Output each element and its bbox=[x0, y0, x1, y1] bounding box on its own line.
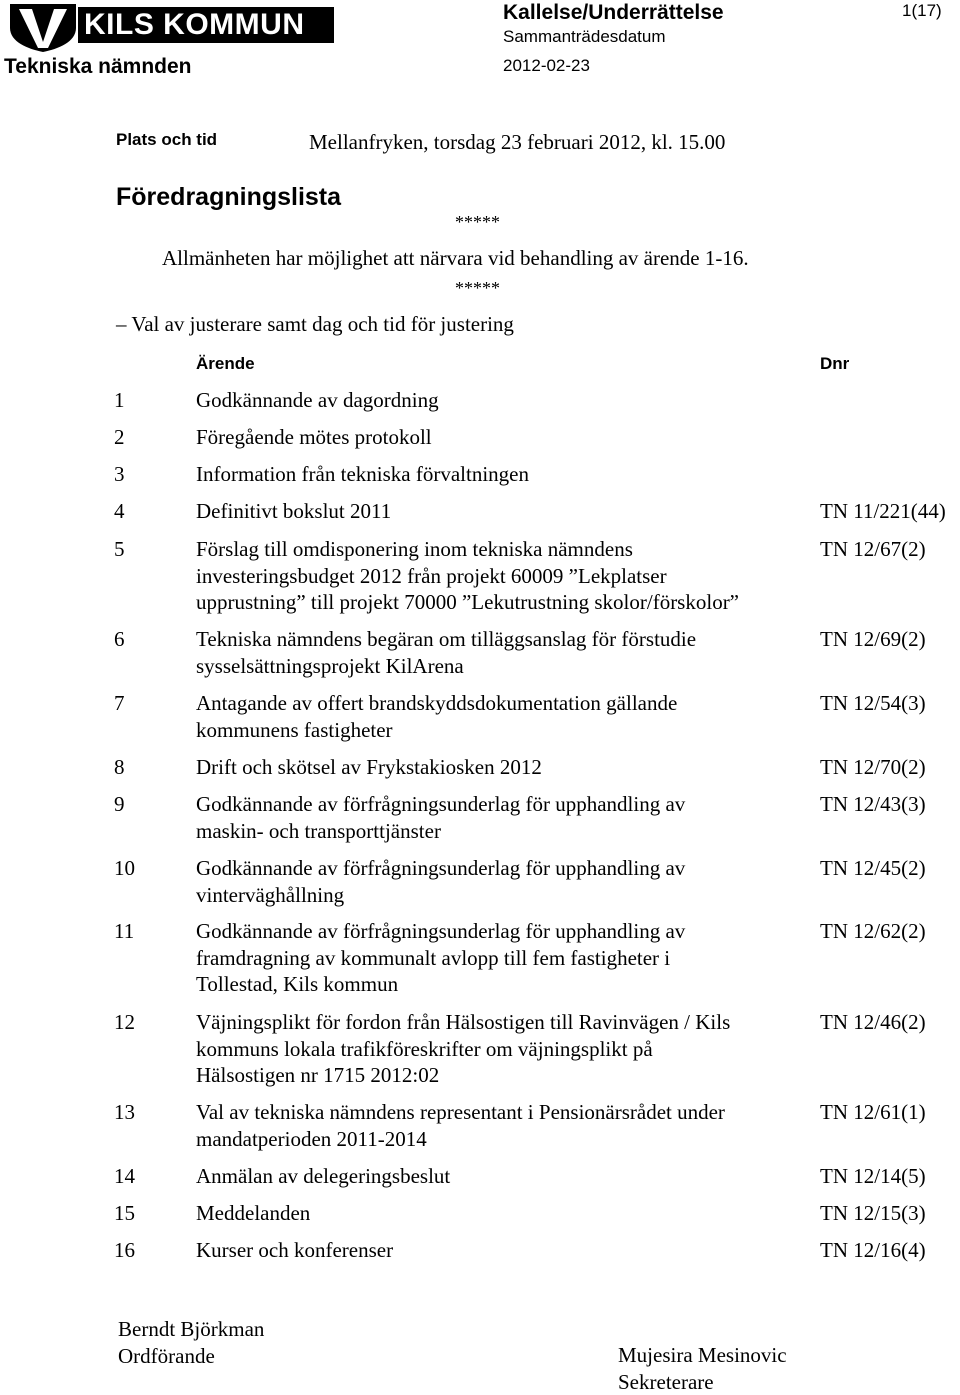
agenda-item-title-line: Hälsostigen nr 1715 2012:02 bbox=[196, 1063, 440, 1088]
agenda-item-title bbox=[196, 754, 796, 781]
agenda-item-title-line: Väjningsplikt för fordon från Hälsostigen till Ravinvägen / Kils bbox=[196, 1010, 731, 1034]
place-time-value: Mellanfryken, torsdag 23 februari 2012, kl. 15.00 bbox=[309, 130, 726, 154]
document-type: Kallelse/Underrättelse bbox=[503, 1, 724, 24]
agenda-item-dnr: TN 12/70(2) bbox=[820, 755, 926, 779]
agenda-item-title bbox=[196, 1200, 796, 1227]
agenda-item-title-line: upprustning” till projekt 70000 ”Lekutrustning skolor/förskolor” bbox=[196, 590, 740, 615]
column-header-arende: Ärende bbox=[196, 354, 255, 373]
agenda-item-dnr: TN 11/221(44) bbox=[820, 499, 946, 523]
agenda-item-title-line: Meddelanden bbox=[196, 1201, 311, 1225]
agenda-item-dnr: TN 12/62(2) bbox=[820, 919, 926, 943]
separator-stars: ***** bbox=[455, 212, 500, 232]
agenda-item-title bbox=[196, 387, 796, 414]
agenda-item-title bbox=[196, 1163, 796, 1190]
agenda-item-title bbox=[196, 498, 796, 525]
place-time-label: Plats och tid bbox=[116, 130, 218, 149]
agenda-item-title bbox=[196, 855, 796, 908]
department-name: Tekniska nämnden bbox=[4, 55, 192, 78]
agenda-item-number: 3 bbox=[114, 462, 125, 486]
agenda-item-number: 4 bbox=[114, 499, 125, 523]
agenda-item-number: 12 bbox=[114, 1010, 135, 1034]
agenda-item-number: 2 bbox=[114, 425, 125, 449]
meeting-date-label: Sammanträdesdatum bbox=[503, 27, 666, 46]
agenda-item-title bbox=[196, 536, 796, 616]
agenda-item-title bbox=[196, 1237, 796, 1264]
agenda-item-number: 10 bbox=[114, 856, 135, 880]
agenda-item-number: 15 bbox=[114, 1201, 135, 1225]
chair-name: Berndt Björkman bbox=[118, 1317, 265, 1341]
agenda-item-title-line: sysselsättningsprojekt KilArena bbox=[196, 653, 464, 678]
chair-signature bbox=[118, 1316, 264, 1369]
agenda-item-title bbox=[196, 918, 796, 998]
agenda-item-dnr: TN 12/54(3) bbox=[820, 691, 926, 715]
agenda-item-number: 5 bbox=[114, 537, 125, 561]
agenda-item-title bbox=[196, 461, 796, 488]
secretary-name: Mujesira Mesinovic bbox=[618, 1343, 787, 1367]
agenda-item-number: 11 bbox=[114, 919, 135, 943]
meeting-date: 2012-02-23 bbox=[503, 56, 590, 75]
agenda-item-title-line: framdragning av kommunalt avlopp till fem fastigheter i bbox=[196, 945, 671, 970]
chair-role: Ordförande bbox=[118, 1343, 215, 1368]
agenda-item-title-line: kommunens fastigheter bbox=[196, 717, 393, 742]
secretary-role: Sekreterare bbox=[618, 1369, 714, 1394]
secretary-signature bbox=[618, 1342, 787, 1395]
public-note: Allmänheten har möjlighet att närvara vid behandling av ärende 1-16. bbox=[162, 246, 749, 270]
logo-text: KILS KOMMUN bbox=[84, 8, 305, 41]
agenda-item-number: 16 bbox=[114, 1238, 135, 1262]
agenda-item-number: 14 bbox=[114, 1164, 135, 1188]
agenda-item-title-line: Val av tekniska nämndens representant i Pensionärsrådet under bbox=[196, 1100, 725, 1124]
agenda-item-title-line: Godkännande av förfrågningsunderlag för upphandling av bbox=[196, 856, 686, 880]
column-header-dnr: Dnr bbox=[820, 354, 850, 373]
separator-stars: ***** bbox=[455, 278, 500, 298]
agenda-item-dnr: TN 12/45(2) bbox=[820, 856, 926, 880]
agenda-item-title bbox=[196, 424, 796, 451]
agenda-item-title-line: investeringsbudget 2012 från projekt 60009 ”Lekplatser bbox=[196, 563, 667, 588]
agenda-item-title-line: Drift och skötsel av Frykstakiosken 2012 bbox=[196, 755, 542, 779]
agenda-item-number: 9 bbox=[114, 792, 125, 816]
agenda-item-number: 8 bbox=[114, 755, 125, 779]
agenda-item-number: 13 bbox=[114, 1100, 135, 1124]
agenda-item-dnr: TN 12/16(4) bbox=[820, 1238, 926, 1262]
agenda-item-dnr: TN 12/43(3) bbox=[820, 792, 926, 816]
agenda-item-title-line: Föregående mötes protokoll bbox=[196, 425, 432, 449]
page-number: 1(17) bbox=[902, 1, 942, 20]
agenda-title: Föredragningslista bbox=[116, 183, 342, 211]
agenda-item-title-line: Godkännande av förfrågningsunderlag för upphandling av bbox=[196, 919, 686, 943]
agenda-item-number: 1 bbox=[114, 388, 125, 412]
agenda-item-dnr: TN 12/69(2) bbox=[820, 627, 926, 651]
agenda-item-title bbox=[196, 690, 796, 743]
agenda-item-title-line: Tollestad, Kils kommun bbox=[196, 972, 399, 997]
agenda-item-title-line: Godkännande av förfrågningsunderlag för upphandling av bbox=[196, 792, 686, 816]
agenda-item-title-line: Antagande av offert brandskyddsdokumentation gällande bbox=[196, 691, 678, 715]
agenda-item-title-line: Definitivt bokslut 2011 bbox=[196, 499, 392, 523]
agenda-item-dnr: TN 12/61(1) bbox=[820, 1100, 926, 1124]
agenda-item-dnr: TN 12/46(2) bbox=[820, 1010, 926, 1034]
agenda-item-title-line: maskin- och transporttjänster bbox=[196, 818, 441, 843]
agenda-item-title bbox=[196, 791, 796, 844]
agenda-item-number: 7 bbox=[114, 691, 125, 715]
agenda-item-dnr: TN 12/14(5) bbox=[820, 1164, 926, 1188]
agenda-item-dnr: TN 12/67(2) bbox=[820, 537, 926, 561]
agenda-item-title-line: Förslag till omdisponering inom tekniska nämndens bbox=[196, 537, 633, 561]
agenda-item-title-line: Anmälan av delegeringsbeslut bbox=[196, 1164, 451, 1188]
agenda-item-title-line: kommuns lokala trafikföreskrifter om väjningsplikt på bbox=[196, 1036, 653, 1061]
agenda-item-title-line: vinterväghållning bbox=[196, 882, 345, 907]
justerare-item: – Val av justerare samt dag och tid för justering bbox=[116, 312, 514, 336]
agenda-item-number: 6 bbox=[114, 627, 125, 651]
agenda-item-title-line: Information från tekniska förvaltningen bbox=[196, 462, 529, 486]
agenda-item-title-line: mandatperioden 2011-2014 bbox=[196, 1126, 427, 1151]
logo-wordmark bbox=[78, 7, 334, 43]
agenda-item-title bbox=[196, 1099, 796, 1152]
agenda-item-title-line: Kurser och konferenser bbox=[196, 1238, 394, 1262]
agenda-item-title bbox=[196, 1009, 796, 1089]
agenda-item-title bbox=[196, 626, 796, 679]
shield-logo-icon bbox=[6, 2, 78, 52]
kils-kommun-logo bbox=[6, 2, 330, 52]
agenda-item-title-line: Godkännande av dagordning bbox=[196, 388, 439, 412]
agenda-item-dnr: TN 12/15(3) bbox=[820, 1201, 926, 1225]
agenda-item-title-line: Tekniska nämndens begäran om tilläggsanslag för förstudie bbox=[196, 627, 697, 651]
